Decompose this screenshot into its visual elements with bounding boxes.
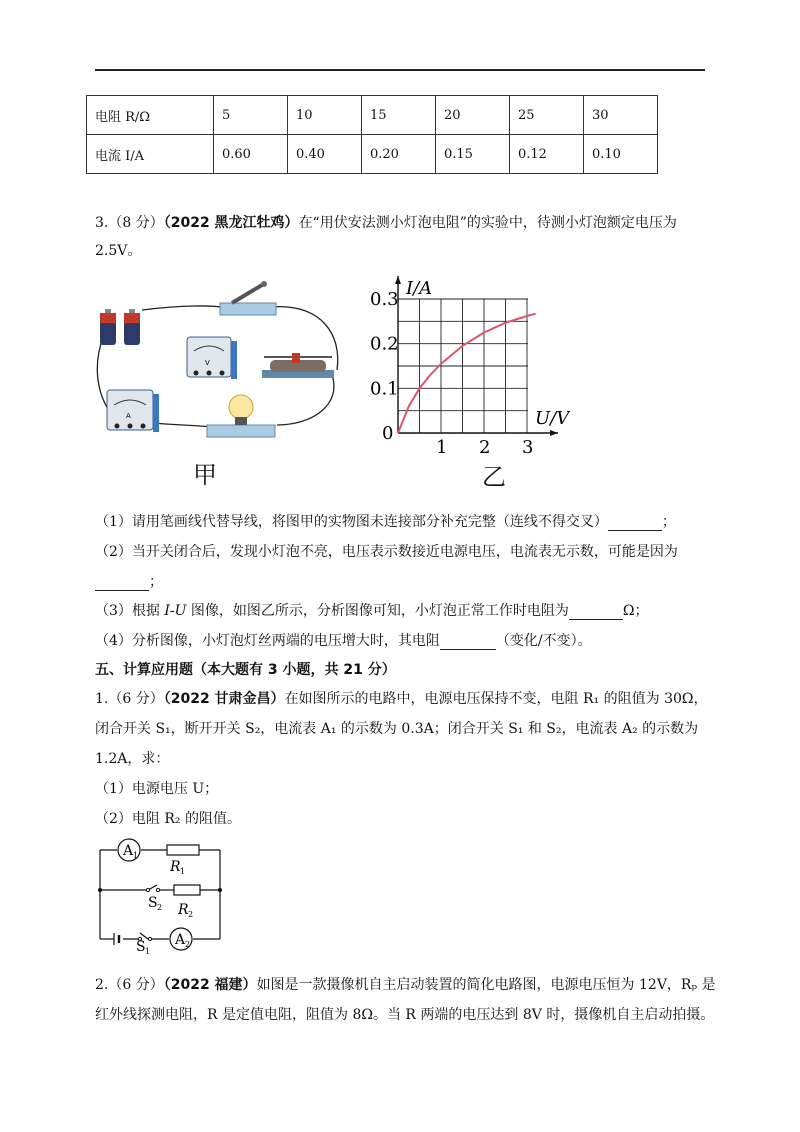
switch-s1-label: S — [136, 939, 146, 955]
ammeter-a1-label: A — [123, 843, 134, 859]
ammeter-a2-label: A — [175, 932, 186, 948]
table-cell: 25 — [510, 96, 584, 135]
q3-sub4-text2: （变化/不变）。 — [495, 633, 592, 649]
switch-icon — [220, 281, 276, 315]
p2-number: 2. — [95, 977, 109, 993]
x-axis-label: U/V — [535, 408, 570, 429]
x-axis-arrow — [550, 430, 558, 436]
x-tick-label: 2 — [479, 437, 491, 458]
table-cell: 电阻 R/Ω — [87, 96, 214, 135]
q3-sub1-text: （1）请用笔画线代替导线，将图甲的实物图未连接部分补充完整（连线不得交叉） — [95, 514, 608, 530]
q3-sub2-cont — [95, 571, 163, 591]
ammeter-a2-sub: 2 — [185, 940, 191, 949]
q3-text: 在“用伏安法测小灯泡电阻”的实验中，待测小灯泡额定电压为 — [298, 215, 677, 231]
q3-sub3-end: Ω； — [622, 603, 649, 619]
data-table — [86, 95, 658, 174]
header-rule — [95, 69, 705, 71]
q3-sub3-iu: I-U — [164, 603, 187, 619]
p2-line2: 红外线探测电阻，R 是定值电阻，阻值为 8Ω。当 R 两端的电压达到 8V 时，摄像机自主启动拍摄。 — [95, 1007, 715, 1023]
table-cell: 15 — [362, 96, 436, 135]
q3-score: （8 分） — [108, 215, 164, 231]
table-row — [87, 96, 658, 135]
series-line — [398, 314, 536, 433]
p1-score: （6 分） — [108, 691, 164, 707]
voltmeter-icon — [187, 337, 237, 379]
table-row — [87, 135, 658, 174]
y-tick-label: 0.3 — [370, 289, 399, 310]
q3-line2: 2.5V。 — [95, 243, 142, 259]
q3-source: （2022 黑龙江牡鸡） — [163, 215, 299, 231]
answer-blank[interactable] — [569, 605, 623, 620]
q3-sub1-end: ； — [661, 514, 676, 530]
q3-sub4 — [95, 630, 592, 650]
switch-s2-label: S — [148, 895, 158, 911]
answer-blank[interactable] — [440, 635, 496, 650]
section-heading: 五、计算应用题（本大题有 3 小题，共 21 分） — [95, 662, 396, 678]
bulb-icon — [207, 395, 275, 437]
x-tick-label: 1 — [436, 437, 448, 458]
ammeter-icon — [107, 390, 159, 432]
q3-sub3-text2: 图像，如图乙所示，分析图像可知，小灯泡正常工作时电阻为 — [186, 603, 569, 619]
table-cell: 0.20 — [362, 135, 436, 174]
table-cell: 0.10 — [584, 135, 658, 174]
answer-blank[interactable] — [608, 516, 662, 531]
p1-source: （2022 甘肃金昌） — [163, 691, 285, 707]
p1-sub2: （2）电阻 R₂ 的阻值。 — [95, 811, 241, 827]
table-cell: 0.15 — [436, 135, 510, 174]
q3-number: 3. — [95, 215, 109, 231]
battery-icon — [100, 309, 140, 345]
figure-jia-label: 甲 — [193, 461, 217, 489]
table-cell: 30 — [584, 96, 658, 135]
p2-text: 如图是一款摄像机自主启动装置的简化电路图，电源电压恒为 12V，Rₚ 是 — [256, 977, 716, 993]
table-cell: 0.12 — [510, 135, 584, 174]
iu-chart — [350, 270, 570, 460]
svg-text:A: A — [126, 412, 131, 420]
svg-text:V: V — [205, 359, 210, 367]
p1-text: 在如图所示的电路中，电源电压保持不变，电阻 R₁ 的阻值为 30Ω， — [284, 691, 708, 707]
q3-sub3 — [95, 600, 648, 620]
q3-line1 — [95, 212, 677, 232]
origin-label: 0 — [382, 423, 394, 444]
q3-sub1 — [95, 511, 676, 531]
figure-yi-label: 乙 — [482, 463, 506, 491]
q3-sub3-text: （3）根据 — [95, 603, 165, 619]
y-axis-arrow — [395, 276, 401, 284]
ammeter-a1-sub: 1 — [133, 851, 139, 860]
p2-score: （6 分） — [108, 977, 164, 993]
table-cell: 10 — [288, 96, 362, 135]
answer-blank[interactable] — [95, 576, 149, 591]
table-cell: 20 — [436, 96, 510, 135]
table-cell: 电流 I/A — [87, 135, 214, 174]
q3-sub4-text: （4）分析图像，小灯泡灯丝两端的电压增大时，其电阻 — [95, 633, 440, 649]
resistor-r2-label: R — [178, 902, 189, 918]
switch-s1-sub: 1 — [145, 947, 151, 955]
apparatus-figure — [92, 275, 352, 455]
resistor-r2-sub: 2 — [188, 910, 194, 919]
p1-sub1: （1）电源电压 U； — [95, 781, 219, 797]
circuit-diagram — [92, 835, 232, 955]
p2-source: （2022 福建） — [163, 977, 257, 993]
p1-line2: 闭合开关 S₁，断开开关 S₂，电流表 A₁ 的示数为 0.3A；闭合开关 S₁ 和 S₂，电流表 A₂ 的示数为 — [95, 721, 699, 737]
switch-s2-sub: 2 — [157, 903, 163, 912]
table-cell: 5 — [214, 96, 288, 135]
p1-line3: 1.2A，求： — [95, 751, 170, 767]
p1-number: 1. — [95, 691, 109, 707]
resistor-r1-sub: 1 — [180, 867, 186, 876]
y-axis-label: I/A — [406, 278, 433, 299]
x-tick-label: 3 — [522, 437, 534, 458]
y-tick-label: 0.2 — [370, 333, 399, 355]
table-cell: 0.40 — [288, 135, 362, 174]
table-cell: 0.60 — [214, 135, 288, 174]
y-tick-label: 0.1 — [370, 378, 399, 400]
q3-sub2: （2）当开关闭合后，发现小灯泡不亮，电压表示数接近电源电压，电流表无示数，可能是因为 — [95, 544, 678, 560]
q3-sub2-end: ； — [149, 574, 163, 590]
p1-line1 — [95, 688, 708, 708]
p2-line1 — [95, 974, 716, 994]
resistor-r1-label: R — [170, 859, 181, 875]
rheostat-icon — [262, 353, 334, 378]
